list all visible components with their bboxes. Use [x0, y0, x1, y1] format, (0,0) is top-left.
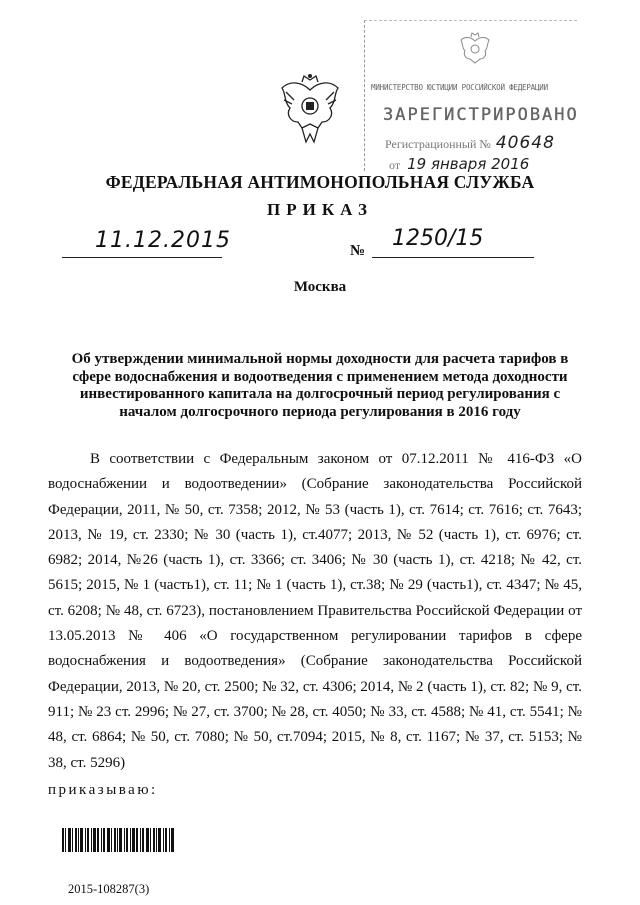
barcode-icon	[62, 828, 174, 852]
directive: приказываю:	[48, 782, 158, 798]
stamp-date-value: 19 января 2016	[407, 155, 530, 173]
document-code: 2015-108287(3)	[68, 882, 150, 896]
stamp-date-line	[389, 155, 529, 173]
stamp-registered: ЗАРЕГИСТРИРОВАНО	[383, 105, 579, 125]
order-body	[48, 447, 582, 776]
number-underline	[372, 257, 534, 258]
document-type: ПРИКАЗ	[267, 200, 373, 219]
coat-of-arms-icon	[272, 72, 348, 150]
city: Москва	[293, 279, 347, 295]
order-subject: Об утверждении минимальной нормы доходности для расчета тарифов в сфере водоснабжения и водоотведения с применением метода доходности инвестированного капитала на долгосрочный период регулирования с началом долгосрочного периода регулирования в 2016 году	[71, 351, 569, 420]
number-sign: №	[350, 243, 366, 259]
stamp-date-prefix: от	[389, 158, 401, 172]
organization-title: ФЕДЕРАЛЬНАЯ АНТИМОНОПОЛЬНАЯ СЛУЖБА	[105, 172, 535, 192]
stamp-reg-line	[385, 133, 555, 153]
order-date: 11.12.2015	[95, 228, 231, 253]
order-number: 1250/15	[392, 226, 484, 251]
date-underline	[62, 257, 222, 258]
stamp-reg-number: 40648	[495, 133, 555, 153]
registration-stamp	[364, 20, 577, 171]
double-headed-eagle-icon	[455, 31, 495, 71]
body-paragraph: В соответствии с Федеральным законом от 07.12.2011 № 416-ФЗ «О водоснабжении и водоотведении» (Собрание законодательства Российской Федерации, 2011, № 50, ст. 7358; 2012, № 53 (часть 1), ст. 7614; ст. 7616; ст. 7643; 2013, № 19, ст. 2330; № 30 (часть 1), ст.4077; 2013, № 52 (часть 1), ст. 6976; ст. 6982; 2014, №26 (часть 1), ст. 3366; ст. 3406; № 30 (часть 1), ст. 4218; № 42, ст. 5615; 2015, № 1 (часть1), ст. 11; № 1 (часть 1), ст.38; № 29 (часть1), ст. 4347; № 45, ст. 6208; № 48, ст. 6723), постановлением Правительства Российской Федерации от 13.05.2013 № 406 «О государственном регулировании тарифов в сфере водоснабжения и водоотведения» (Собрание законодательства Российской Федерации, 2013, № 20, ст. 2500; № 32, ст. 4306; 2014, № 2 (часть 1), ст. 82; № 9, ст. 911; № 23 ст. 2996; № 27, ст. 3700; № 28, ст. 4050; № 33, ст. 4588; № 41, ст. 5541; № 48, ст. 6864; № 50, ст. 7080; № 50, ст.7094; 2015, № 8, ст. 1167; № 37, ст. 5153; № 38, ст. 5296)	[48, 451, 582, 771]
stamp-reg-label: Регистрационный №	[385, 137, 491, 151]
stamp-ministry: МИНИСТЕРСТВО ЮСТИЦИИ РОССИЙСКОЙ ФЕДЕРАЦИИ	[371, 83, 548, 92]
